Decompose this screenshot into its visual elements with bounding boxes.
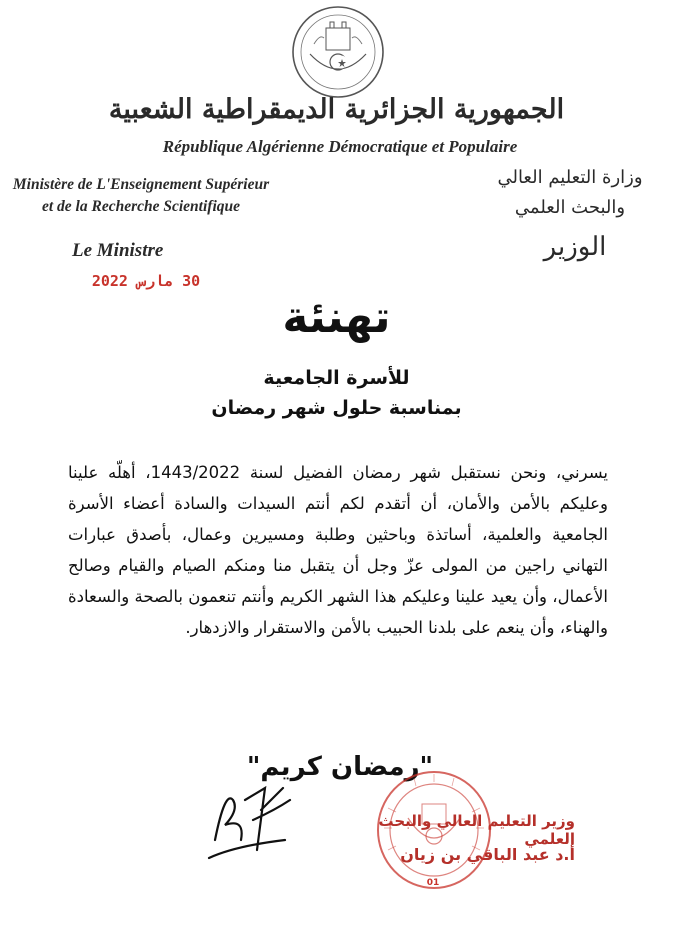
document-title: تهنئة: [282, 292, 391, 343]
ministry-fr-line2: et de la Recherche Scientifique: [41, 198, 241, 215]
minister-label-arabic: الوزير: [543, 232, 607, 262]
signatory-title: وزير التعليم العالي والبحث العلمي: [378, 812, 575, 848]
date-stamp: 30 مارس 2022: [91, 272, 201, 290]
republic-name-french: République Algérienne Démocratique et Populaire: [162, 137, 518, 156]
ministry-name-french: [6, 174, 276, 218]
subtitle-line2: بمناسبة حلول شهر رمضان: [211, 397, 462, 419]
closing-greeting: "رمضان كريم": [246, 752, 434, 782]
national-emblem-icon: [290, 4, 386, 100]
handwritten-signature-icon: [195, 780, 305, 870]
ministry-ar-line1: وزارة التعليم العالي: [497, 167, 643, 188]
ministry-ar-line2: والبحث العلمي: [514, 197, 626, 218]
signatory-name: أ.د عبد الباقي بن زيان: [400, 845, 575, 864]
official-seal-icon: [374, 768, 494, 896]
ministry-fr-line1: Ministère de L'Enseignement Supérieur: [12, 176, 270, 193]
message-body: يسرني، ونحن نستقبل شهر رمضان الفضيل لسنة 1443/2022، أهلّه علينا وعليكم بالأمن والأمان، أن أتقدم لكم أنتم السيدات والسادة أعضاء الأسرة الجامعية والعلمية، أساتذة وباحثين وطلبة ومسيرين وعمال، بأصدق عبارات التهاني راجين من المولى عزّ وجل أن يتقبل منا ومنكم الصيام والقيام وصالح الأعمال، وأن يعيد علينا وعليكم هذا الشهر الكريم وأنتم تنعمون بالصحة والسعادة والهناء، وأن ينعم على بلدنا الحبيب بالأمن والاستقرار والازدهار.: [68, 463, 609, 637]
le-ministre-label: Le Ministre: [72, 240, 164, 261]
seal-number: 01: [426, 878, 440, 888]
ministry-name-arabic: [470, 163, 670, 223]
republic-name-arabic: الجمهورية الجزائرية الديمقراطية الشعبية: [108, 94, 565, 125]
subtitle-line1: للأسرة الجامعية: [263, 367, 410, 389]
